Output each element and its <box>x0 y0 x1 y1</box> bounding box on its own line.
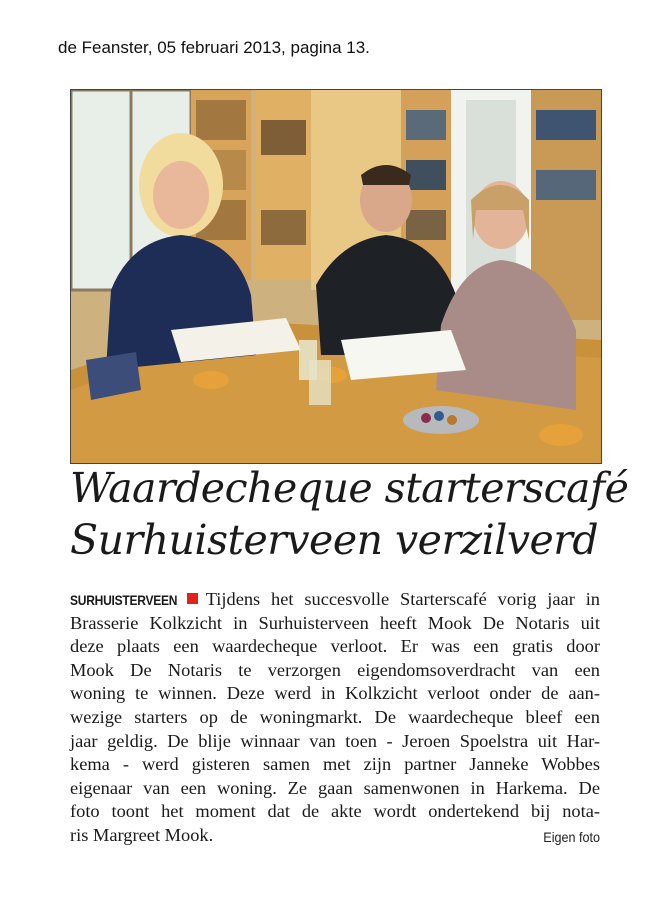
article-line: jaar geldig. De blije winnaar van toen - Jeroen Spoelstra uit Har- <box>70 730 600 751</box>
photo-credit: Eigen foto <box>543 829 600 845</box>
article-line: kema - werd gisteren samen met zijn partner Janneke Wobbes <box>70 754 600 775</box>
dateline: SURHUISTERVEEN <box>70 592 178 608</box>
press-photo-image <box>71 90 601 463</box>
headline-line-2: Surhuisterveen verzilverd <box>70 516 599 564</box>
press-photo <box>70 89 602 464</box>
article-line: eigenaar van een woning. Ze gaan samenwonen in Harkema. De <box>70 777 600 798</box>
article-line: Mook De Notaris te verzorgen eigendomsoverdracht van een <box>70 659 600 680</box>
article-line: ris Margreet Mook. <box>70 824 214 845</box>
article-body <box>70 588 600 848</box>
red-square-icon <box>187 593 198 604</box>
headline-line-1: Waardecheque starterscafé <box>70 464 629 512</box>
article-line: foto toont het moment dat de akte wordt ondertekend bij nota- <box>70 801 600 822</box>
source-citation: de Feanster, 05 februari 2013, pagina 13. <box>58 38 370 57</box>
article-line: wezige starters op de woningmarkt. De waardecheque bleef een <box>70 706 600 727</box>
article-line: woning te winnen. Deze werd in Kolkzicht verloot onder de aan- <box>70 683 600 704</box>
article-line: Brasserie Kolkzicht in Surhuisterveen heeft Mook De Notaris uit <box>70 612 600 633</box>
article-line: deze plaats een waardecheque verloot. Er was een gratis door <box>70 636 600 657</box>
headline <box>70 462 629 566</box>
article-line-text: Tijdens het succesvolle Starterscafé vorig jaar in <box>205 589 600 609</box>
article-line <box>70 588 600 612</box>
